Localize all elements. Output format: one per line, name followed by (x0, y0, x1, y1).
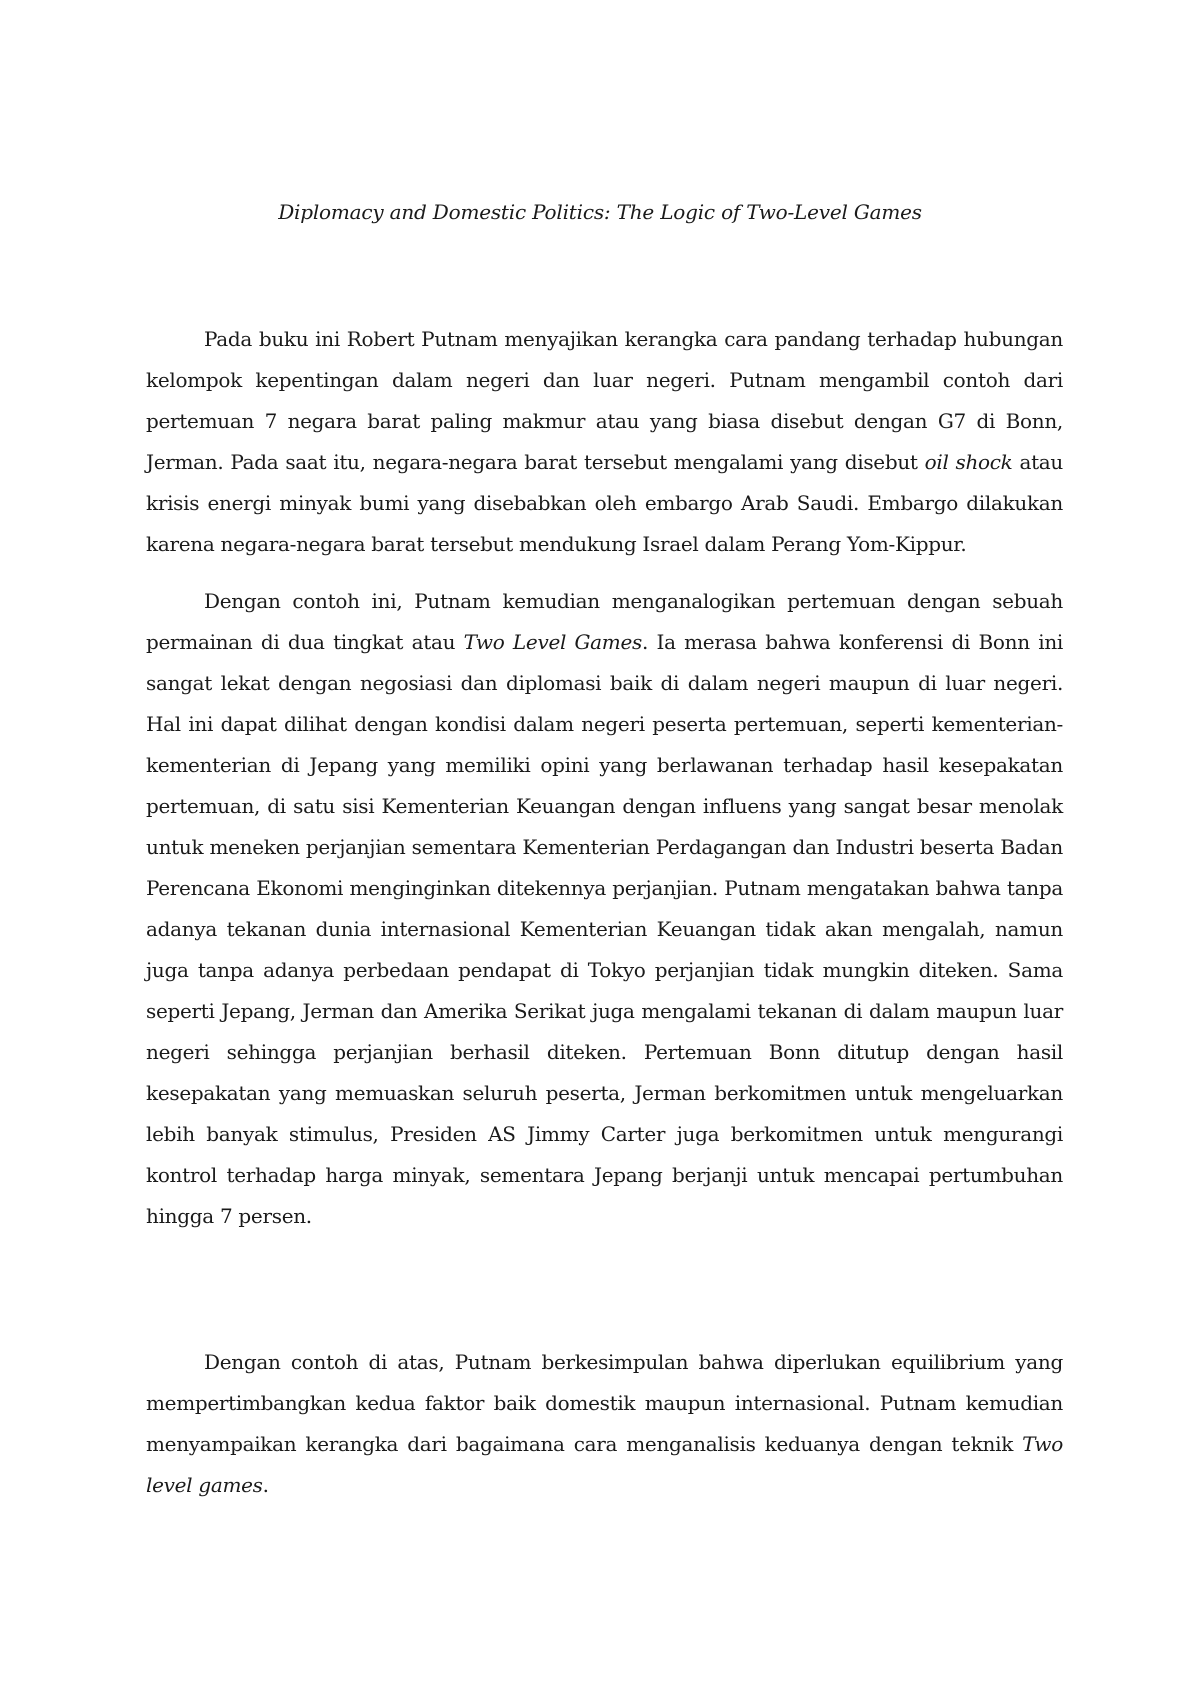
paragraph-1-segment-3: atau krisis energi minyak bumi yang disebabkan oleh embargo Arab Saudi. Embargo dilakukan karena negara-negara barat tersebut mendukung Israel dalam Perang Yom-Kippur. (146, 450, 1064, 556)
paragraph-3 (146, 1342, 1063, 1506)
paragraph-1-text (146, 319, 1063, 565)
paragraph-3-italic-term: Two level games (146, 1432, 1063, 1497)
paragraph-2-segment-3: . Ia merasa bahwa konferensi di Bonn ini sangat lekat dengan negosiasi dan diplomasi baik di dalam negeri maupun di luar negeri. Hal ini dapat dilihat dengan kondisi dalam negeri peserta pertemuan, seperti kementerian-kementerian di Jepang yang memiliki opini yang berlawanan terhadap hasil kesepakatan pertemuan, di satu sisi Kementerian Keuangan dengan influens yang sangat besar menolak untuk meneken perjanjian sementara Kementerian Perdagangan dan Industri beserta Badan Perencana Ekonomi menginginkan ditekennya perjanjian. Putnam mengatakan bahwa tanpa adanya tekanan dunia internasional Kementerian Keuangan tidak akan mengalah, namun juga tanpa adanya perbedaan pendapat di Tokyo perjanjian tidak mungkin diteken. Sama seperti Jepang, Jerman dan Amerika Serikat juga mengalami tekanan di dalam maupun luar negeri sehingga perjanjian berhasil diteken. Pertemuan Bonn ditutup dengan hasil kesepakatan yang memuaskan seluruh peserta, Jerman berkomitmen untuk mengeluarkan lebih banyak stimulus, Presiden AS Jimmy Carter juga berkomitmen untuk mengurangi kontrol terhadap harga minyak, sementara Jepang berjanji untuk mencapai pertumbuhan hingga 7 persen. (146, 630, 1063, 1228)
paragraph-2-italic-term: Two Level Games (463, 630, 642, 654)
document-title: Diplomacy and Domestic Politics: The Logic of Two-Level Games (278, 200, 922, 224)
paragraph-3-segment-1: Dengan contoh di atas, Putnam berkesimpulan bahwa diperlukan equilibrium yang mempertimbangkan kedua faktor baik domestik maupun internasional. Putnam kemudian menyampaikan kerangka dari bagaimana cara menganalisis keduanya dengan teknik (146, 1350, 1063, 1456)
paragraph-3-segment-3: . (262, 1473, 269, 1497)
paragraph-1-italic-term: oil shock (924, 450, 1013, 474)
paragraph-2-text (146, 581, 1063, 1237)
paragraph-2-segment-1: Dengan contoh ini, Putnam kemudian menganalogikan pertemuan dengan sebuah permainan di dua tingkat atau (146, 589, 1063, 654)
paragraph-1-segment-1: Pada buku ini Robert Putnam menyajikan kerangka cara pandang terhadap hubungan kelompok kepentingan dalam negeri dan luar negeri. Putnam mengambil contoh dari pertemuan 7 negara barat paling makmur atau yang biasa disebut dengan G7 di Bonn, Jerman. Pada saat itu, negara-negara barat tersebut mengalami yang disebut (146, 327, 1063, 474)
paragraph-1 (146, 319, 1063, 565)
paragraph-3-text (146, 1342, 1063, 1506)
paragraph-2 (146, 581, 1063, 1237)
